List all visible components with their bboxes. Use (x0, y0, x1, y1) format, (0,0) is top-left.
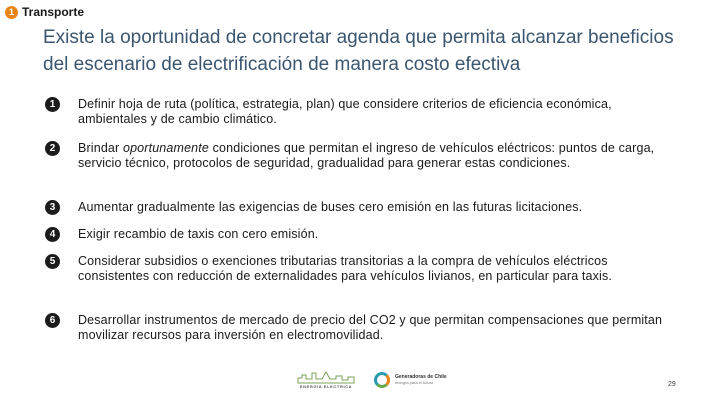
item-text-emphasis: oportunamente (122, 141, 210, 155)
logo-subtext: energía para el futuro (395, 380, 434, 385)
item-text: Definir hoja de ruta (política, estrategia, plan) que considere criterios de eficiencia económica, ambientales y de cambio climático. (78, 97, 612, 126)
list-item (45, 200, 678, 215)
page-number: 29 (668, 381, 676, 388)
list-item (45, 97, 678, 127)
list-item (45, 254, 678, 284)
item-text: Aumentar gradualmente las exigencias de buses cero emisión en las futuras licitaciones. (78, 200, 583, 214)
item-text (78, 141, 678, 171)
item-number-badge: 5 (45, 254, 60, 269)
footer-logos (296, 370, 447, 389)
section-tag (5, 5, 84, 19)
slide-heading: Existe la oportunidad de concretar agenda que permita alcanzar beneficios del escenario de electrificación de manera costo efectiva (43, 27, 674, 75)
item-number-badge: 2 (45, 141, 60, 156)
section-number-badge: 1 (5, 6, 18, 19)
item-text-part: condiciones que permitan el ingreso de vehículos eléctricos: puntos de carga, servicio técnico, protocolos de seguridad, gradualidad para generar estas condiciones. (78, 141, 655, 170)
list-item (45, 141, 678, 171)
section-label: Transporte (22, 5, 85, 19)
item-number-badge: 4 (45, 227, 60, 242)
logo-text: Generadoras de Chile (395, 374, 447, 380)
logo-text: ENERGIA ELECTRICA (299, 384, 353, 389)
list-item (45, 227, 678, 242)
ring-icon (374, 372, 390, 388)
skyline-icon (296, 370, 356, 384)
item-number-badge: 3 (45, 200, 60, 215)
item-text: Desarrollar instrumentos de mercado de precio del CO2 y que permitan compensaciones que permitan movilizar recursos para inversión en electromovilidad. (78, 313, 663, 342)
list-item (45, 313, 678, 343)
item-text: Exigir recambio de taxis con cero emisión. (78, 227, 319, 241)
item-number-badge: 1 (45, 97, 60, 112)
item-number-badge: 6 (45, 313, 60, 328)
item-text: Considerar subsidios o exenciones tributarias transitorias a la compra de vehículos eléctricos consistentes con reducción de externalidades para vehículos livianos, en particular para taxis. (78, 254, 612, 283)
item-text-part: Brindar (78, 141, 123, 155)
energia-electrica-logo (296, 370, 356, 389)
generadoras-logo (374, 372, 447, 388)
